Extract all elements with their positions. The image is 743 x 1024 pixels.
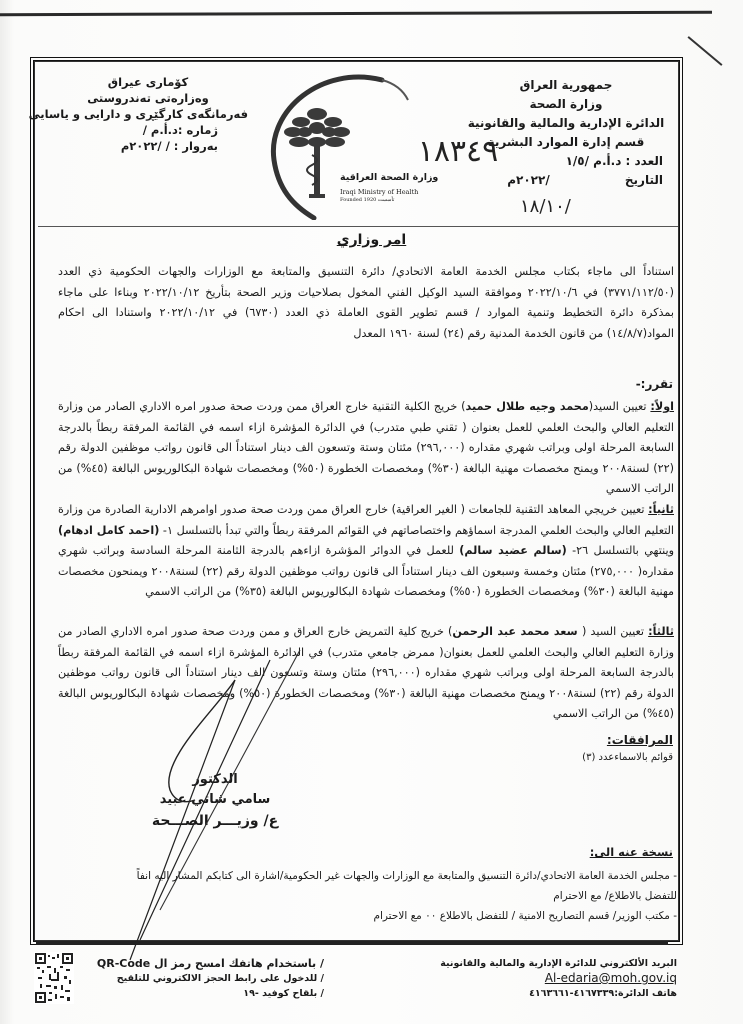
corner-mark	[688, 36, 723, 66]
logo-english-name: Iraqi Ministry of Health	[340, 188, 419, 196]
top-border-line	[0, 11, 712, 16]
letterhead-kurdish-date: بەروار : / /٢٠٢٢م	[120, 139, 218, 153]
letterhead-number: العدد : د.أ.م /١/٥	[565, 154, 663, 168]
letterhead-kurdish	[28, 74, 248, 154]
signature-name: سامي شاتي عبيد	[159, 792, 271, 807]
logo-arabic-name: وزارة الصحة العراقية	[340, 172, 439, 183]
signature-position: ع/ وزيـــر الصـــحة	[151, 813, 279, 829]
clause-second	[58, 500, 674, 603]
letterhead-kurdish-country: كۆماری عیراق	[107, 75, 189, 89]
clause-first	[58, 397, 674, 500]
footer-qr-line: / باستخدام هاتفك امسح رمز ال QR-Code	[96, 957, 324, 970]
letterhead-date	[461, 171, 671, 190]
clause-third	[58, 622, 674, 725]
letterhead-kurdish-number: ژمارە :د.أ.م /	[142, 123, 218, 137]
cc-item: - مجلس الخدمة العامة الاتحادي/دائرة التنسيق والمتابعة مع الوزارات والجهات غير الحكومية/اشارة الى كتابكم المشار اليه انفاً	[136, 870, 677, 882]
qr-code-icon[interactable]	[34, 952, 74, 1004]
letterhead-date-label: التاريخ	[624, 173, 663, 187]
cc-label: نسخة عنه الى:	[589, 845, 673, 859]
letterhead-ministry: وزارة الصحة	[529, 97, 603, 111]
clause-third-name: سعد محمد عبد الرحمن	[452, 625, 583, 638]
clause-third-text: ) خريج كلية التمريض خارج العراق و ممن وردت صحة صدور امره الاداري الصادر من وزارة التعليم العالي والبحث العلمي للعمل بعنوان( ممرض جامعي متدرب) في الدائرة المؤشرة ازاء اسمه في القائمة المرفقة ربطاً بالدرجة السابعة المرحلة اولى وبراتب شهري مقداره (٢٩٦,٠٠٠) مئتان وستة وتسعون الف دينار استناداً الى قانون رواتب موظفين الدولة رقم (٢٢) لسنة٢٠٠٨ ويمنح مخصصات مهنية البالغة (٣٠%) ومخصصات الخطورة (٥٠%) ومخصصات شهادة البكالوريوس البالغة (٤٥%) من الراتب الاسمي	[58, 625, 675, 720]
clause-first-label: اولاً:	[650, 400, 675, 413]
clause-third-label: ثالثاً:	[648, 625, 674, 638]
clause-first-lead: تعيين السيد(	[588, 400, 647, 413]
clause-third-lead: تعيين السيد (	[582, 625, 645, 638]
clause-first-text: ) خريج الكلية التقنية خارج العراق ممن وردت صحة صدور امره الاداري الصادر من وزارة التعليم العالي والبحث العلمي للعمل بعنوان ( تقني طبي متدرب) في الدائرة المؤشرة ازاء اسمه في القائمة المرفقة ربطاً بالدرجة السابعة المرحلة اولى وبراتب شهري مقداره (٢٩٦,٠٠٠) مئتان وستة وتسعون الف دينار استناداً الى قانون رواتب موظفين الدولة رقم (٢٢) لسنة٢٠٠٨ ويمنح مخصصات مهنية البالغة (٣٠%) ومخصصات الخطورة (٥٠%) ومخصصات شهادة البكالوريوس البالغة (٤٥%) من الراتب الاسمي	[58, 400, 675, 495]
signature-block	[140, 770, 290, 832]
cc-list	[40, 866, 677, 926]
clause-second-text-b: وينتهي بالتسلسل ٢٦-	[566, 544, 674, 557]
decision-label: تقرر:-	[635, 377, 673, 391]
cc-item: - مكتب الوزير/ قسم التصاريح الامنية / للتفضل بالاطلاع ٠٠ مع الاحترام	[373, 910, 677, 922]
clause-second-label: ثانياً:	[648, 503, 674, 516]
signature-title: الدكتور	[192, 772, 238, 787]
footer-qr-instructions	[84, 956, 324, 1001]
clause-second-text-a: تعيين خريجي المعاهد التقنية للجامعات ( الغير العراقية) خارج العراق ممن وردت صحة صدور اوامرهم الادارية الصادرة من وزارة التعليم العالي والبحث العلمي المدرجة اسماؤهم واختصاصاتهم في القوائم المرفقة ربطاً والتي تبدأ بالتسلسل ١-	[58, 503, 675, 537]
preamble-paragraph: استناداً الى ماجاء بكتاب مجلس الخدمة العامة الاتحادي/ دائرة التنسيق والمتابعة مع الوزارات والجهات الحكومية ذي العدد (٣٧٧١/١١٢/٥٠) في ٢٠٢٢/١٠/٦ وموافقة السيد الوكيل الفني المخول بصلاحيات وزير الصحة بتأريخ ٢٠٢٢/١٠/١٢ وبناءا على ماجاء بمذكرة دائرة التخطيط وتنمية الموارد / قسم تطوير القوى العاملة ذي العدد (٦٧٣٠) في ٢٠٢٢/١٠/١٢ واستنادا الى احكام المواد(١٤/٨/٧) من قانون الخدمة المدنية رقم (٢٤) لسنة ١٩٦٠ المعدل	[58, 265, 675, 340]
cc-item: للتفضل بالاطلاع/ مع الاحترام	[553, 890, 677, 902]
footer-divider	[36, 941, 668, 945]
handwritten-date: ١٨/١٠/	[520, 196, 571, 217]
logo-founded: Founded 1920 تأسست	[340, 197, 395, 203]
ministry-logo	[262, 70, 439, 220]
footer-qr-line: / بلقاح كوفيد -١٩	[243, 988, 324, 999]
clause-first-name: محمد وجيه طلال حميد	[465, 400, 589, 413]
letterhead-arabic	[461, 76, 671, 190]
letterhead-section: قسم إدارة الموارد البشرية	[487, 135, 645, 149]
footer-contact	[427, 956, 677, 1001]
clause-second-name-first: (احمد كامل ادهام)	[58, 523, 160, 537]
footer-email-link[interactable]: Al-edaria@moh.gov.iq	[544, 971, 677, 985]
document-title: امر وزاري	[336, 232, 407, 248]
footer-email-caption: البريد الألكتروني للدائرة الإدارية والمالية والقانونية	[440, 958, 677, 969]
handwritten-reference-number: ١٨٣٤٩	[417, 134, 499, 169]
letterhead-date-suffix: /٢٠٢٢م	[507, 173, 550, 187]
footer-qr-line: / للدخول على رابط الحجز الالكتروني للتلقيح	[116, 973, 324, 984]
footer-phone: هاتف الدائرة:٤١٦٧٣٣٩-٤١٦٣٦٦١	[529, 988, 677, 999]
header-divider	[38, 226, 678, 227]
letterhead-kurdish-ministry: وەزارەتی تەندروستی	[87, 91, 209, 105]
letterhead-kurdish-directorate: فەرمانگەی كارگێڕی و دارایی و یاسایی	[28, 107, 248, 121]
attachments-label: المرافقات:	[606, 733, 673, 747]
clause-second-name-last: (سالم عضيد سالم)	[459, 544, 567, 557]
letterhead-country: جمهورية العراق	[519, 78, 613, 92]
clause-second-text-c: للعمل في الدوائر المؤشرة ازاءهم بالدرجة الثامنة المرحلة السادسة وبراتب شهري مقداره( ٢٧٥,٠٠٠) مئتان وخمسة وسبعون الف دينار استناداً الى قانون رواتب موظفين الدولة رقم (٢٢) لسنة٢٠٠٨ ويمنحون مخصصات مهنية البالغة (٣٠%) ومخصصات الخطورة (٥٠%) ومخصصات شهادة البكالوريوس البالغة (٣٥%) من الراتب الاسمي	[58, 544, 675, 598]
letterhead-directorate: الدائرة الإدارية والمالية والقانونية	[467, 116, 665, 130]
attachments-value: قوائم بالاسماءعدد (٣)	[582, 752, 673, 763]
